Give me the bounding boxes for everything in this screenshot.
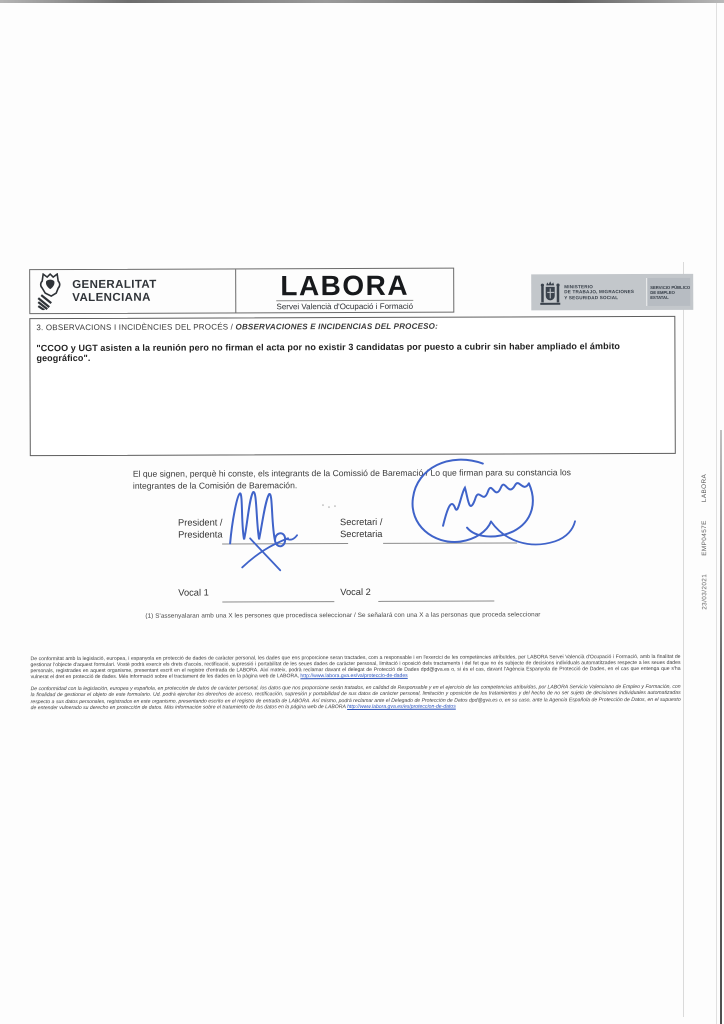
signing-statement: El que signen, perquè hi conste, els integrants de la Comissió de Baremació / Lo que firman para su constancia los integrantes de la Comisión de Baremación.: [132, 467, 571, 491]
margin-form-code-strip: [699, 474, 709, 610]
legal-paragraph-va: [31, 654, 681, 681]
scan-speck: [322, 504, 324, 506]
ministry-line2: DE TRABAJO, MIGRACIONES: [564, 289, 635, 295]
legal-link-es[interactable]: http://www.labora.gva.es/es/proteccion-de-datos: [347, 703, 456, 710]
vocal1-label: Vocal 1: [178, 587, 209, 598]
ministry-line3: Y SEGURIDAD SOCIAL: [564, 294, 619, 301]
scan-speck: [334, 505, 336, 507]
president-label-line2: Presidenta: [178, 529, 223, 540]
labora-logo: [236, 269, 453, 313]
secretary-signature-line: [383, 542, 517, 543]
ministry-logo-block: [531, 274, 693, 311]
generalitat-line1: GENERALITAT: [72, 278, 157, 292]
secretary-label-line2: Secretaria: [340, 528, 383, 540]
selection-footnote: (1) S'assenyalaran amb una X les persones que procedisca seleccionar / Se señalará con una X a las personas que proceda seleccionar: [145, 611, 541, 620]
margin-org: LABORA: [700, 473, 708, 503]
section3-title-es: OBSERVACIONES E INCIDENCIAS DEL PROCESO:: [235, 321, 438, 332]
ministry-line1: MINISTERIO: [564, 283, 594, 289]
president-signature: [212, 483, 352, 573]
sepe-line2: DE EMPLEO ESTATAL: [650, 289, 675, 300]
scan-speck: [328, 506, 330, 508]
generalitat-line2: VALENCIANA: [72, 291, 151, 304]
generalitat-wordmark: [72, 279, 157, 304]
legal-text-es: De conformidad con la legislación, europea y española, en protección de datos de carácter personal, los datos que nos proporcione serán tratados, en calidad de Responsable y en el ejercicio de las competencias atribuidas, por LABORA Servicio Valenciano de Empleo y Formación, con la finalidad de gestionar el objeto de este formulario. Ud. podrá ejercitar los derechos de acceso, rectificación, supresión y portabilidad de sus datos de carácter personal, limitación y oposición de los tratamientos y del hecho de no ser sujeto de decisiones individuales automatizadas respecto a sus datos personales, registrados en este organismo, presentando escrito en el registro de entrada de LABORA. Así mismo, podrá reclamar ante el Delegado de Protección de Datos dpd@gva.es o, en su caso, ante la Agencia Española de Protección de Datos, en el supuesto de entender vulnerado su derecho en protección de datos. Más información sobre el tratamiento de los datos en la página web de LABORA: [30, 684, 681, 711]
labora-tagline: Servei Valencià d'Ocupació i Formació: [276, 301, 414, 311]
spain-coat-of-arms-icon: [539, 279, 561, 306]
president-label: [178, 516, 223, 540]
section3-observations-box: [29, 316, 675, 456]
legal-notice: [31, 654, 681, 711]
section3-title-va: 3. OBSERVACIONS I INCIDÈNCIES DEL PROCÉS /: [36, 322, 236, 333]
legal-text-va: De conformitat amb la legislació, europea, i espanyola en protecció de dades de caràcter personal, les dades que ens proporcione seran tractades, com a responsable i en l'exercici de les competències atribuïdes, per LABORA Servei Valencià d'Ocupació i Formació, amb la finalitat de gestionar l'objecte d'aquest formulari. Vostè podrà exercir els drets d'accés, rectificació, supressió i portabilitat de les seues dades de caràcter personal, limitació i oposició dels tractaments i del fet que no és subjecte de decisions individuals automatitzades respecte a les seues dades personals, registrades en aquest organisme, presentant escrit en el registre d'entrada de LABORA. Així mateix, podrà reclamar davant el delegat de Protecció de Dades dpd@gva.es o, si és el cas, davant l'Agència Espanyola de Protecció de Dades, en el cas que entenga que s'ha vulnerat el dret en protecció de dades. Més informació sobre el tractament de les dades en la pàgina web de LABORA,: [30, 653, 681, 681]
secretary-label: [340, 516, 382, 540]
sepe-label: [646, 278, 690, 306]
vocal1-signature-line: [222, 601, 334, 602]
margin-form-code: EMP0457E: [700, 520, 708, 556]
section3-title: [36, 321, 668, 332]
president-signature-line: [222, 543, 348, 544]
legal-link-va[interactable]: http://www.labora.gva.es/va/proteccio-de-dades: [300, 673, 408, 680]
sepe-line1: SERVICIO PÚBLICO: [650, 284, 691, 290]
margin-date: 23/03/2021: [700, 573, 708, 610]
secretary-label-line1: Secretari /: [340, 516, 383, 528]
labora-wordmark: LABORA: [280, 269, 410, 301]
header-logo-box: [29, 268, 454, 314]
generalitat-emblem-icon: [37, 273, 64, 310]
ministry-name: [564, 284, 646, 301]
president-label-line1: President /: [178, 517, 223, 528]
vocal2-signature-line: [378, 601, 494, 602]
vocal2-label: Vocal 2: [340, 586, 371, 598]
legal-paragraph-es: [31, 684, 681, 711]
observation-text: "CCOO y UGT asisten a la reunión pero no firman el acta por no existir 3 candidatas por puesto a cubrir sin haber ampliado el ámbito geográfico".: [36, 341, 621, 364]
generalitat-valenciana-logo: [30, 269, 236, 313]
